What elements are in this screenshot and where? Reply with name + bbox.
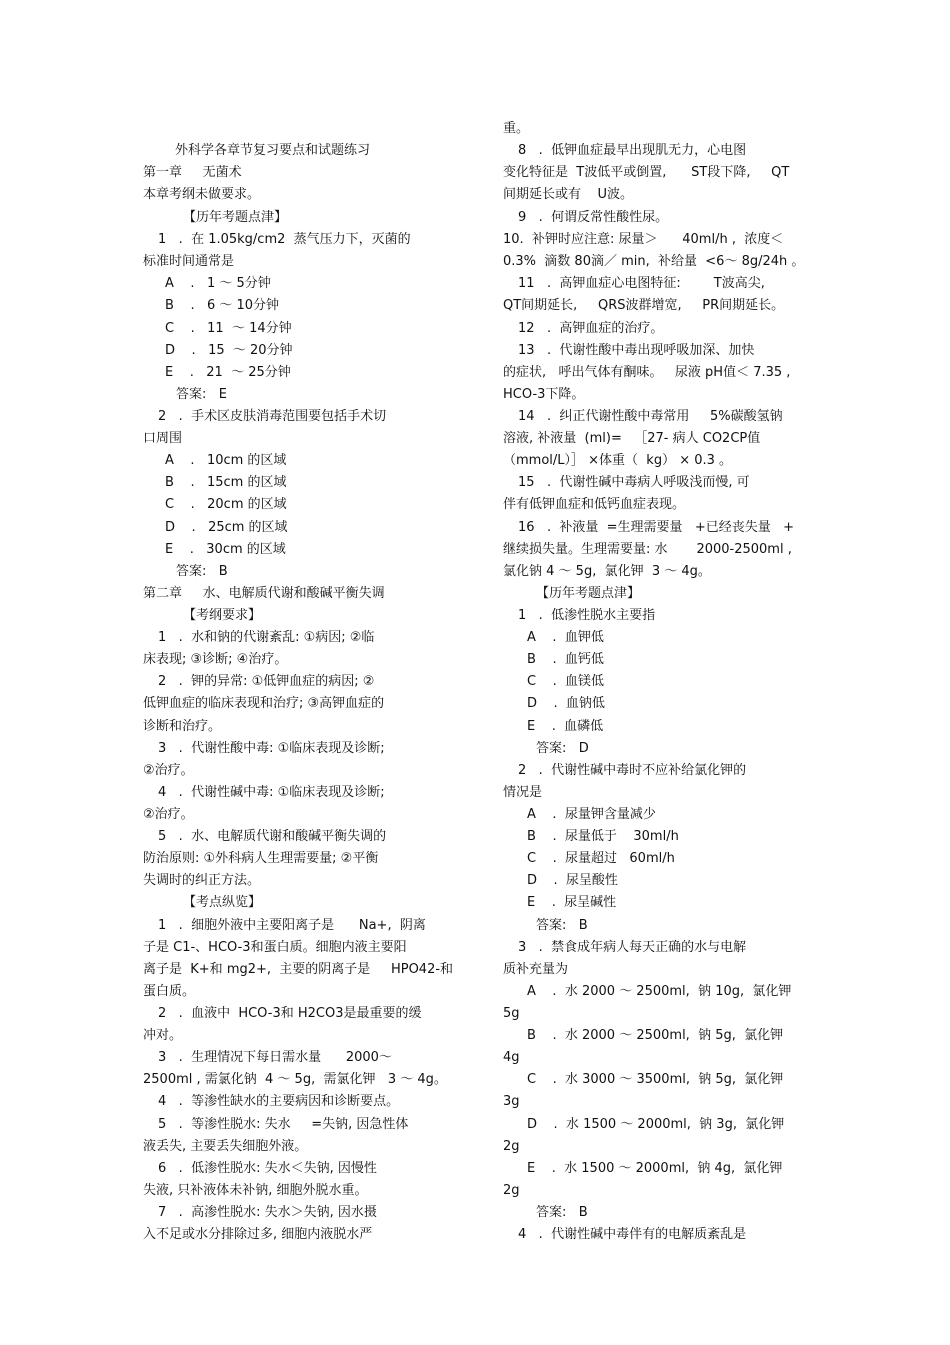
left-text-line: 2500ml , 需氯化钠 4 ～ 5g, 需氯化钾 3 ～ 4g。 [143,1072,447,1087]
left-text-line: 3 . 代谢性酸中毒: ①临床表现及诊断; [158,741,385,756]
left-text-line: 1 . 在 1.05kg/cm2 蒸气压力下，灭菌的 [158,232,411,247]
left-text-line: 液丢失, 主要丢失细胞外液。 [143,1139,308,1154]
right-text-line: 2 . 代谢性碱中毒时不应补给氯化钾的 [518,763,747,778]
left-text-line: 答案: B [176,564,228,579]
right-text-line: B . 水 2000 ～ 2500ml, 钠 5g, 氯化钾 [527,1028,784,1043]
right-text-line: A . 水 2000 ～ 2500ml, 钠 10g, 氯化钾 [527,984,792,999]
right-text-line: 13 . 代谢性酸中毒出现呼吸加深、加快 [518,343,755,358]
right-text-line: 3g [503,1094,520,1109]
right-text-line: 16 . 补液量 =生理需要量 +已经丧失量 + [518,520,795,535]
right-text-line: 12 . 高钾血症的治疗。 [518,321,664,336]
right-text-line: 1 . 低渗性脱水主要指 [518,608,656,623]
right-text-line: 情况是 [503,785,543,800]
left-text-line: 第一章 无菌术 [143,165,242,180]
left-text-line: ②治疗。 [143,763,194,778]
left-text-line: 2 . 手术区皮肤消毒范围要包括手术切 [158,409,387,424]
left-text-line: 失液, 只补液体未补钠, 细胞外脱水重。 [143,1183,368,1198]
left-text-line: 4 . 等渗性缺水的主要病因和诊断要点。 [158,1094,400,1109]
left-text-line: 冲对。 [143,1028,183,1043]
left-text-line: 外科学各章节复习要点和试题练习 [175,143,371,158]
left-text-line: D . 25cm 的区域 [165,520,288,535]
right-text-line: C . 水 3000 ～ 3500ml, 钠 5g, 氯化钾 [527,1072,784,1087]
left-text-line: 6 . 低渗性脱水: 失水＜失钠, 因慢性 [158,1161,377,1176]
left-text-line: 标准时间通常是 [143,254,235,269]
left-text-line: 床表现; ③诊断; ④治疗。 [143,652,288,667]
right-text-line: （mmol/L）］ ×体重（ kg） × 0.3 。 [503,453,733,468]
right-text-line: 伴有低钾血症和低钙血症表现。 [503,497,686,512]
right-text-line: 间期延长或有 U波。 [503,187,634,202]
left-text-line: 蛋白质。 [143,984,196,999]
right-text-line: B . 血钙低 [527,652,604,667]
left-text-line: 1 . 水和钠的代谢紊乱: ①病因; ②临 [158,630,375,645]
left-text-line: 入不足或水分排除过多, 细胞内液脱水严 [143,1227,373,1242]
right-text-line: 答案: B [536,918,588,933]
left-text-line: 子是 C1-、HCO-3和蛋白质。细胞内液主要阳 [143,940,407,955]
left-text-line: E . 21 ～ 25分钟 [165,365,291,380]
left-text-line: A . 1 ～ 5分钟 [165,276,271,291]
left-text-line: 防治原则: ①外科病人生理需要量; ②平衡 [143,851,379,866]
right-text-line: C . 血镁低 [527,674,605,689]
right-text-line: 10. 补钾时应注意: 尿量＞ 40ml/h , 浓度＜ [503,232,784,247]
right-text-line: D . 血钠低 [527,696,605,711]
left-text-line: C . 20cm 的区域 [165,497,287,512]
right-text-line: 重。 [503,121,530,136]
left-text-line: 【考点纵览】 [183,895,262,910]
left-text-line: 失调时的纠正方法。 [143,873,261,888]
right-text-line: A . 尿量钾含量减少 [527,807,656,822]
left-text-line: 口周围 [143,431,183,446]
right-text-line: 2g [503,1139,520,1154]
right-text-line: 2g [503,1183,520,1198]
right-text-line: E . 水 1500 ～ 2000ml, 钠 4g, 氯化钾 [527,1161,783,1176]
left-text-line: 1 . 细胞外液中主要阳离子是 Na+, 阴离 [158,918,426,933]
left-text-line: B . 15cm 的区域 [165,475,287,490]
left-text-line: 【历年考题点津】 [183,210,288,225]
right-text-line: 0.3% 滴数 80滴／ min, 补给量 <6～ 8g/24h 。 [503,254,805,269]
right-text-line: 【历年考题点津】 [536,586,641,601]
left-text-line: 3 . 生理情况下每日需水量 2000～ [158,1050,392,1065]
right-text-line: 的症状, 呼出气体有酮味。 尿液 pH值＜ 7.35 , [503,365,791,380]
right-text-line: 氯化钠 4 ～ 5g, 氯化钾 3 ～ 4g。 [503,564,711,579]
right-text-line: E . 尿呈碱性 [527,895,617,910]
left-text-line: 第二章 水、电解质代谢和酸碱平衡失调 [143,586,385,601]
right-text-line: 14 . 纠正代谢性酸中毒常用 5%碳酸氢钠 [518,409,783,424]
right-text-line: 15 . 代谢性碱中毒病人呼吸浅而慢, 可 [518,475,750,490]
left-text-line: D . 15 ～ 20分钟 [165,343,293,358]
right-text-line: HCO-3下降。 [503,387,585,402]
right-text-line: 答案: D [536,741,589,756]
left-text-line: E . 30cm 的区域 [165,542,286,557]
right-text-line: 答案: B [536,1205,588,1220]
right-text-line: B . 尿量低于 30ml/h [527,829,679,844]
right-text-line: 质补充量为 [503,962,569,977]
right-text-line: 变化特征是 T波低平或倒置, ST段下降, QT [503,165,790,180]
left-text-line: C . 11 ～ 14分钟 [165,321,292,336]
left-text-line: A . 10cm 的区域 [165,453,287,468]
left-text-line: 答案: E [176,387,227,402]
right-text-line: 11 . 高钾血症心电图特征: T波高尖, [518,276,765,291]
left-text-line: 低钾血症的临床表现和治疗; ③高钾血症的 [143,696,385,711]
right-text-line: 溶液, 补液量 (ml)= ［27- 病人 CO2CP值 [503,431,761,446]
left-text-line: 7 . 高渗性脱水: 失水＞失钠, 因水摄 [158,1205,377,1220]
left-text-line: 2 . 血液中 HCO-3和 H2CO3是最重要的缓 [158,1006,422,1021]
right-text-line: E . 血磷低 [527,719,604,734]
left-text-line: 诊断和治疗。 [143,719,222,734]
right-text-line: 8 . 低钾血症最早出现肌无力，心电图 [518,143,747,158]
right-text-line: 继续损失量。生理需要量: 水 2000-2500ml , [503,542,792,557]
left-text-line: 5 . 水、电解质代谢和酸碱平衡失调的 [158,829,387,844]
left-text-line: 5 . 等渗性脱水: 失水 =失钠, 因急性体 [158,1117,409,1132]
right-text-line: D . 尿呈酸性 [527,873,618,888]
left-text-line: ②治疗。 [143,807,194,822]
right-text-line: D . 水 1500 ～ 2000ml, 钠 3g, 氯化钾 [527,1117,785,1132]
right-text-line: C . 尿量超过 60ml/h [527,851,675,866]
right-text-line: QT间期延长, QRS波群增宽, PR间期延长。 [503,298,785,313]
right-text-line: 9 . 何谓反常性酸性尿。 [518,210,669,225]
right-text-line: 4 . 代谢性碱中毒伴有的电解质紊乱是 [518,1227,747,1242]
right-text-line: 4g [503,1050,520,1065]
left-text-line: 4 . 代谢性碱中毒: ①临床表现及诊断; [158,785,385,800]
left-text-line: 离子是 K+和 mg2+, 主要的阴离子是 HPO42-和 [143,962,454,977]
left-text-line: 2 . 钾的异常: ①低钾血症的病因; ② [158,674,375,689]
right-text-line: A . 血钾低 [527,630,604,645]
left-text-line: 本章考纲未做要求。 [143,187,261,202]
left-text-line: 【考纲要求】 [183,608,262,623]
right-text-line: 3 . 禁食成年病人每天正确的水与电解 [518,940,747,955]
right-text-line: 5g [503,1006,520,1021]
left-text-line: B . 6 ～ 10分钟 [165,298,280,313]
